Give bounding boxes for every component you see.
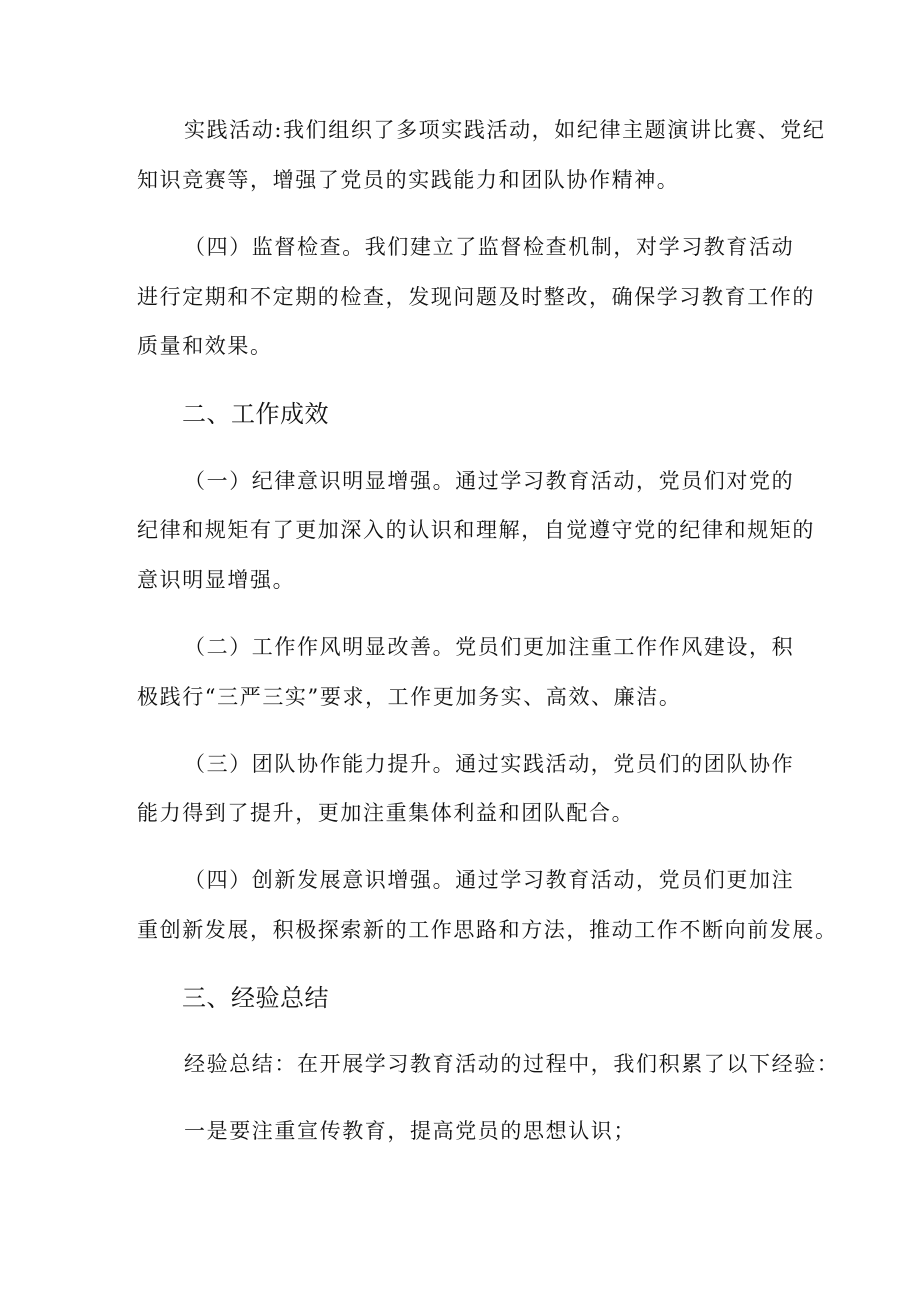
- paragraph-practice-line-2: 知识竞赛等，增强了党员的实践能力和团队协作精神。: [137, 168, 680, 192]
- paragraph-results-1-line-3: 意识明显增强。: [137, 568, 296, 592]
- paragraph-results-4-line-1: （四）创新发展意识增强。通过学习教育活动，党员们更加注: [184, 868, 795, 892]
- paragraph-results-4-line-2: 重创新发展，积极探索新的工作思路和方法，推动工作不断向前发展。: [137, 918, 838, 942]
- paragraph-summary-point-1: 一是要注重宣传教育，提高党员的思想认识；: [184, 1119, 636, 1143]
- paragraph-supervision-line-1: （四）监督检查。我们建立了监督检查机制，对学习教育活动: [184, 235, 795, 259]
- paragraph-practice-line-1: 实践活动:我们组织了多项实践活动，如纪律主题演讲比赛、党纪: [184, 118, 826, 142]
- paragraph-supervision-line-3: 质量和效果。: [137, 334, 273, 358]
- paragraph-results-1-line-1: （一）纪律意识明显增强。通过学习教育活动，党员们对党的: [184, 469, 795, 493]
- section-heading-experience-summary: 三、经验总结: [182, 984, 329, 1012]
- paragraph-results-2-line-1: （二）工作作风明显改善。党员们更加注重工作作风建设，积: [184, 635, 795, 659]
- paragraph-results-3-line-1: （三）团队协作能力提升。通过实践活动，党员们的团队协作: [184, 752, 795, 776]
- paragraph-results-3-line-2: 能力得到了提升，更加注重集体利益和团队配合。: [137, 801, 635, 825]
- section-heading-work-results: 二、工作成效: [182, 400, 329, 428]
- paragraph-results-2-line-2: 极践行“三严三实”要求，工作更加务实、高效、廉洁。: [137, 685, 682, 709]
- paragraph-summary-intro: 经验总结：在开展学习教育活动的过程中，我们积累了以下经验：: [184, 1052, 840, 1076]
- paragraph-supervision-line-2: 进行定期和不定期的检查，发现问题及时整改，确保学习教育工作的: [137, 285, 815, 309]
- paragraph-results-1-line-2: 纪律和规矩有了更加深入的认识和理解，自觉遵守党的纪律和规矩的: [137, 518, 815, 542]
